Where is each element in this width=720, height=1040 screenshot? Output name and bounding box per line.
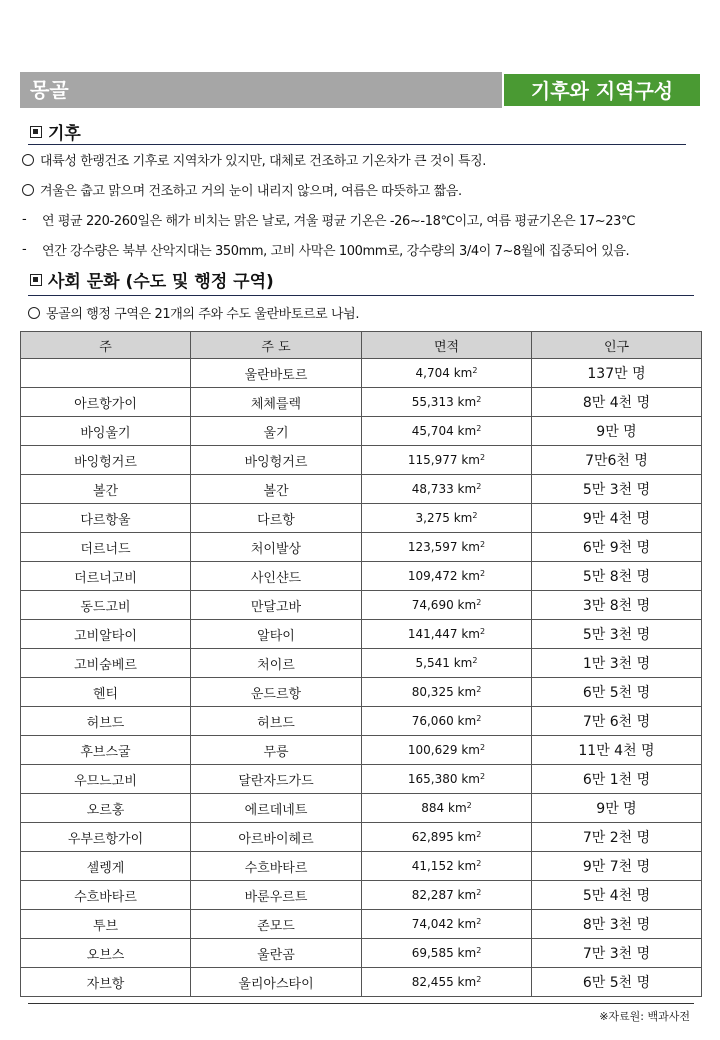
area-unit-exponent: 2 <box>480 540 486 549</box>
capital-cell: 처이발상 <box>191 533 362 562</box>
climate-item <box>22 180 462 199</box>
capital-cell: 다르항 <box>191 504 362 533</box>
area-cell <box>362 765 532 794</box>
population-cell: 9만 명 <box>532 417 702 446</box>
area-cell <box>362 881 532 910</box>
area-unit: km <box>457 714 477 728</box>
capital-cell: 울란곰 <box>191 939 362 968</box>
col-header-capital: 주 도 <box>191 332 362 359</box>
population-cell: 1만 3천 명 <box>532 649 702 678</box>
area-cell <box>362 794 532 823</box>
area-unit: km <box>461 627 480 641</box>
capital-cell: 아르바이헤르 <box>191 823 362 852</box>
area-unit-exponent: 2 <box>476 598 482 607</box>
capital-cell: 사인샨드 <box>191 562 362 591</box>
population-cell: 6만 1천 명 <box>532 765 702 794</box>
population-cell: 8만 3천 명 <box>532 910 702 939</box>
table-row <box>21 823 702 852</box>
area-unit-exponent: 2 <box>476 975 482 984</box>
capital-cell: 달란자드가드 <box>191 765 362 794</box>
climate-item <box>22 150 486 169</box>
area-unit: km <box>457 424 477 438</box>
circle-bullet-icon <box>22 154 34 166</box>
area-unit: km <box>457 395 477 409</box>
table-row <box>21 504 702 533</box>
area-unit-exponent: 2 <box>476 395 482 404</box>
area-unit: km <box>457 685 477 699</box>
area-unit-exponent: 2 <box>476 888 482 897</box>
province-cell: 바잉울기 <box>21 417 191 446</box>
area-unit: km <box>461 453 480 467</box>
society-intro-text: 몽골의 행정 구역은 21개의 주와 수도 울란바토르로 나뉨. <box>46 307 360 322</box>
area-cell <box>362 910 532 939</box>
area-value: 48,733 <box>411 482 454 496</box>
topic-title: 기후와 지역구성 <box>502 72 700 108</box>
table-row <box>21 881 702 910</box>
table-row <box>21 707 702 736</box>
area-value: 82,455 <box>411 975 454 989</box>
area-cell <box>362 562 532 591</box>
population-cell: 5만 8천 명 <box>532 562 702 591</box>
population-cell: 9만 명 <box>532 794 702 823</box>
area-unit-exponent: 2 <box>476 424 482 433</box>
col-header-population: 인구 <box>532 332 702 359</box>
area-value: 80,325 <box>411 685 454 699</box>
capital-cell: 처이르 <box>191 649 362 678</box>
area-cell <box>362 678 532 707</box>
area-unit-exponent: 2 <box>476 859 482 868</box>
area-value: 165,380 <box>407 772 458 786</box>
province-cell: 수흐바타르 <box>21 881 191 910</box>
area-cell <box>362 620 532 649</box>
climate-heading <box>30 119 81 144</box>
area-value: 76,060 <box>411 714 454 728</box>
area-value: 62,895 <box>411 830 454 844</box>
table-row <box>21 446 702 475</box>
province-cell: 동드고비 <box>21 591 191 620</box>
capital-cell: 만달고바 <box>191 591 362 620</box>
table-row <box>21 562 702 591</box>
area-unit-exponent: 2 <box>466 801 472 810</box>
capital-cell: 울기 <box>191 417 362 446</box>
area-unit-exponent: 2 <box>480 743 486 752</box>
area-value: 884 <box>421 801 445 815</box>
area-value: 109,472 <box>407 569 458 583</box>
society-heading <box>30 267 274 292</box>
climate-item-text: 연간 강수량은 북부 산악지대는 350mm, 고비 사막은 100mm로, 강수량의 3/4이 7~8월에 집중되어 있음. <box>42 244 630 259</box>
area-unit: km <box>457 946 477 960</box>
province-cell <box>21 359 191 388</box>
area-unit-exponent: 2 <box>472 656 478 665</box>
area-cell <box>362 823 532 852</box>
capital-cell: 허브드 <box>191 707 362 736</box>
table-row <box>21 968 702 997</box>
dash-bullet: - <box>22 212 27 227</box>
society-intro <box>28 303 359 322</box>
capital-cell: 수흐바타르 <box>191 852 362 881</box>
society-divider <box>28 295 694 296</box>
capital-cell: 운드르항 <box>191 678 362 707</box>
province-cell: 자브항 <box>21 968 191 997</box>
capital-cell: 볼간 <box>191 475 362 504</box>
capital-cell: 체체를렉 <box>191 388 362 417</box>
province-cell: 허브드 <box>21 707 191 736</box>
population-cell: 137만 명 <box>532 359 702 388</box>
area-cell <box>362 968 532 997</box>
area-unit: km <box>457 598 477 612</box>
area-value: 5,541 <box>415 656 450 670</box>
table-row <box>21 417 702 446</box>
area-unit-exponent: 2 <box>476 482 482 491</box>
population-cell: 11만 4천 명 <box>532 736 702 765</box>
area-unit-exponent: 2 <box>472 511 478 520</box>
area-value: 41,152 <box>411 859 454 873</box>
province-cell: 우부르항가이 <box>21 823 191 852</box>
square-bullet-icon <box>30 274 42 286</box>
area-unit: km <box>453 511 473 525</box>
area-cell <box>362 446 532 475</box>
population-cell: 6만 9천 명 <box>532 533 702 562</box>
area-value: 141,447 <box>407 627 458 641</box>
table-row <box>21 736 702 765</box>
population-cell: 6만 5천 명 <box>532 678 702 707</box>
area-unit-exponent: 2 <box>480 569 486 578</box>
circle-bullet-icon <box>28 307 40 319</box>
area-value: 4,704 <box>415 366 450 380</box>
population-cell: 5만 3천 명 <box>532 475 702 504</box>
province-cell: 오브스 <box>21 939 191 968</box>
population-cell: 7만6천 명 <box>532 446 702 475</box>
population-cell: 8만 4천 명 <box>532 388 702 417</box>
area-unit: km <box>461 540 480 554</box>
area-value: 123,597 <box>407 540 458 554</box>
area-unit-exponent: 2 <box>480 453 486 462</box>
table-row <box>21 620 702 649</box>
province-cell: 오르홍 <box>21 794 191 823</box>
bottom-divider <box>28 1003 694 1004</box>
area-value: 82,287 <box>411 888 454 902</box>
province-cell: 후브스굴 <box>21 736 191 765</box>
col-header-area: 면적 <box>362 332 532 359</box>
area-cell <box>362 417 532 446</box>
area-value: 74,690 <box>411 598 454 612</box>
population-cell: 3만 8천 명 <box>532 591 702 620</box>
area-value: 3,275 <box>415 511 450 525</box>
table-row <box>21 533 702 562</box>
area-unit: km <box>453 656 473 670</box>
province-cell: 더르너고비 <box>21 562 191 591</box>
table-row <box>21 649 702 678</box>
table-row <box>21 475 702 504</box>
area-value: 74,042 <box>411 917 454 931</box>
population-cell: 7만 2천 명 <box>532 823 702 852</box>
capital-cell: 울리아스타이 <box>191 968 362 997</box>
area-unit-exponent: 2 <box>480 627 486 636</box>
area-unit-exponent: 2 <box>476 685 482 694</box>
country-title: 몽골 <box>20 72 502 108</box>
table-header-row <box>21 332 702 359</box>
table-row <box>21 852 702 881</box>
capital-cell: 울란바토르 <box>191 359 362 388</box>
area-value: 45,704 <box>411 424 454 438</box>
area-cell <box>362 939 532 968</box>
dash-bullet: - <box>22 242 27 257</box>
area-cell <box>362 533 532 562</box>
province-cell: 투브 <box>21 910 191 939</box>
province-cell: 더르너드 <box>21 533 191 562</box>
population-cell: 5만 3천 명 <box>532 620 702 649</box>
square-bullet-icon <box>30 126 42 138</box>
population-cell: 7만 6천 명 <box>532 707 702 736</box>
table-row <box>21 359 702 388</box>
climate-item-text: 연 평균 220-260일은 해가 비치는 맑은 날로, 겨울 평균 기온은 -26~-18℃이고, 여름 평균기온은 17~23℃ <box>42 214 636 229</box>
circle-bullet-icon <box>22 184 34 196</box>
table-row <box>21 388 702 417</box>
table-row <box>21 591 702 620</box>
area-value: 100,629 <box>407 743 458 757</box>
area-value: 115,977 <box>407 453 458 467</box>
area-unit-exponent: 2 <box>476 714 482 723</box>
area-unit: km <box>457 830 477 844</box>
area-unit: km <box>453 366 473 380</box>
province-cell: 바잉헝거르 <box>21 446 191 475</box>
page-header <box>20 72 700 108</box>
society-heading-text: 사회 문화 (수도 및 행정 구역) <box>48 272 274 292</box>
area-unit-exponent: 2 <box>480 772 486 781</box>
area-unit: km <box>457 482 477 496</box>
area-unit-exponent: 2 <box>472 366 478 375</box>
table-row <box>21 910 702 939</box>
climate-item-text: 겨울은 춥고 맑으며 건조하고 거의 눈이 내리지 않으며, 여름은 따뜻하고 짧음. <box>40 184 462 199</box>
capital-cell: 무릉 <box>191 736 362 765</box>
area-cell <box>362 649 532 678</box>
province-cell: 고비알타이 <box>21 620 191 649</box>
table-row <box>21 794 702 823</box>
population-cell: 9만 4천 명 <box>532 504 702 533</box>
province-table <box>20 331 702 997</box>
climate-item <box>22 210 635 229</box>
area-cell <box>362 736 532 765</box>
capital-cell: 에르데네트 <box>191 794 362 823</box>
area-unit: km <box>461 772 480 786</box>
area-unit: km <box>461 743 480 757</box>
table-row <box>21 765 702 794</box>
area-cell <box>362 852 532 881</box>
area-unit-exponent: 2 <box>476 946 482 955</box>
province-cell: 아르항가이 <box>21 388 191 417</box>
capital-cell: 바잉헝거르 <box>191 446 362 475</box>
area-cell <box>362 475 532 504</box>
population-cell: 5만 4천 명 <box>532 881 702 910</box>
climate-divider <box>28 144 686 145</box>
table-row <box>21 678 702 707</box>
area-unit: km <box>457 859 477 873</box>
area-value: 55,313 <box>411 395 454 409</box>
area-unit: km <box>461 569 480 583</box>
province-cell: 헨티 <box>21 678 191 707</box>
population-cell: 9만 7천 명 <box>532 852 702 881</box>
area-cell <box>362 504 532 533</box>
climate-item-text: 대륙성 한랭건조 기후로 지역차가 있지만, 대체로 건조하고 기온차가 큰 것이 특징. <box>40 154 487 169</box>
area-unit: km <box>457 917 477 931</box>
area-cell <box>362 388 532 417</box>
province-cell: 고비숨베르 <box>21 649 191 678</box>
capital-cell: 바룬우르트 <box>191 881 362 910</box>
population-cell: 7만 3천 명 <box>532 939 702 968</box>
area-unit-exponent: 2 <box>476 830 482 839</box>
province-cell: 다르항울 <box>21 504 191 533</box>
province-cell: 볼간 <box>21 475 191 504</box>
area-unit: km <box>448 801 467 815</box>
area-cell <box>362 359 532 388</box>
province-cell: 셀렝게 <box>21 852 191 881</box>
area-unit-exponent: 2 <box>476 917 482 926</box>
capital-cell: 존모드 <box>191 910 362 939</box>
area-cell <box>362 707 532 736</box>
area-cell <box>362 591 532 620</box>
table-body <box>21 359 702 997</box>
area-value: 69,585 <box>411 946 454 960</box>
climate-item <box>22 240 629 259</box>
area-unit: km <box>457 975 477 989</box>
area-unit: km <box>457 888 477 902</box>
source-note: ※자료원: 백과사전 <box>599 1010 690 1023</box>
table-row <box>21 939 702 968</box>
province-cell: 우므느고비 <box>21 765 191 794</box>
col-header-province: 주 <box>21 332 191 359</box>
population-cell: 6만 5천 명 <box>532 968 702 997</box>
capital-cell: 알타이 <box>191 620 362 649</box>
climate-heading-text: 기후 <box>48 124 81 144</box>
